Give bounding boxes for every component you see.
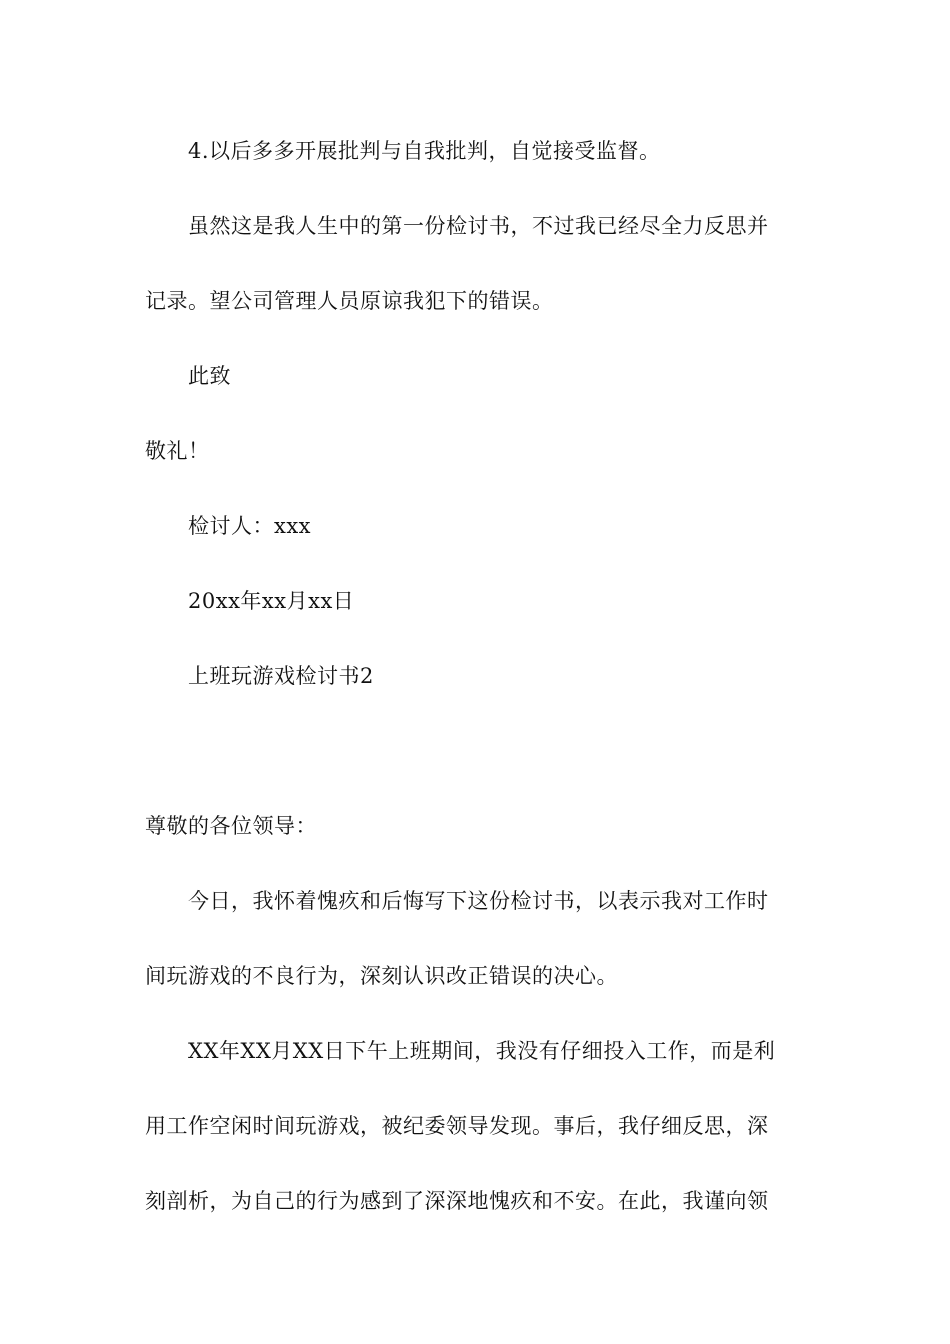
paragraph-line-7: 用工作空闲时间玩游戏，被纪委领导发现。事后，我仔细反思，深 xyxy=(145,1114,769,1138)
paragraph-line-5: 间玩游戏的不良行为，深刻认识改正错误的决心。 xyxy=(145,964,618,988)
signer-line: 检讨人：xxx xyxy=(188,514,312,538)
paragraph-line-6: XX年XX月XX日下午上班期间，我没有仔细投入工作，而是利 xyxy=(188,1039,776,1063)
paragraph-line-8: 刻剖析，为自己的行为感到了深深地愧疚和不安。在此，我谨向领 xyxy=(145,1189,769,1213)
section-title: 上班玩游戏检讨书2 xyxy=(188,664,374,688)
date-line: 20xx年xx月xx日 xyxy=(188,589,355,613)
paragraph-line-3: 记录。望公司管理人员原谅我犯下的错误。 xyxy=(145,289,554,313)
greeting-line: 尊敬的各位领导： xyxy=(145,814,317,838)
paragraph-line-1: 4.以后多多开展批判与自我批判，自觉接受监督。 xyxy=(188,139,661,163)
paragraph-line-2: 虽然这是我人生中的第一份检讨书，不过我已经尽全力反思并 xyxy=(188,214,769,238)
closing-salutation: 此致 xyxy=(188,364,231,388)
closing-regards: 敬礼！ xyxy=(145,439,210,463)
paragraph-line-4: 今日，我怀着愧疚和后悔写下这份检讨书，以表示我对工作时 xyxy=(188,889,769,913)
